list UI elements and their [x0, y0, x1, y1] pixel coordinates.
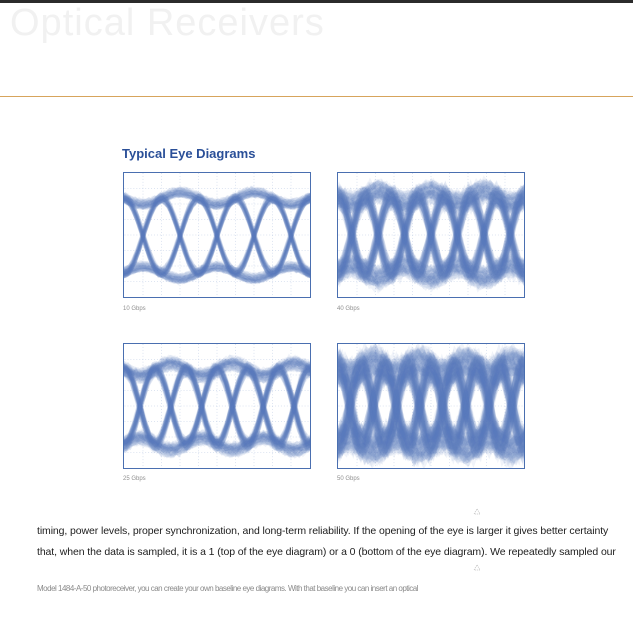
body-line-1: timing, power levels, proper synchronization, and long-term reliability. If the opening of the eye is larger it gives better certainty: [37, 525, 609, 537]
header-title: Optical Receivers: [10, 2, 325, 44]
body-line-2: that, when the data is sampled, it is a 1 (top of the eye diagram) or a 0 (bottom of the eye diagram). We repeatedly sampled our: [37, 546, 616, 558]
eye-traces: [124, 188, 310, 283]
eye-caption-3: 25 Gbps: [123, 476, 146, 482]
body-line-3: Model 1484-A-50 photoreceiver, you can create your own baseline eye diagrams. With that baseline you can insert an optical: [37, 584, 419, 593]
header-rule: [0, 96, 633, 97]
eye-diagram-2: [337, 172, 525, 298]
dotted-marker-icon: [472, 508, 482, 518]
eye-traces: [338, 347, 524, 463]
eye-caption-1: 10 Gbps: [123, 306, 146, 312]
section-title: Typical Eye Diagrams: [122, 146, 256, 161]
eye-diagram-3: [123, 343, 311, 469]
eye-diagram-1: [123, 172, 311, 298]
eye-diagram-4: [337, 343, 525, 469]
eye-traces: [338, 180, 524, 288]
eye-caption-2: 40 Gbps: [337, 306, 360, 312]
eye-caption-4: 50 Gbps: [337, 476, 360, 482]
dotted-marker-icon: [472, 564, 482, 574]
